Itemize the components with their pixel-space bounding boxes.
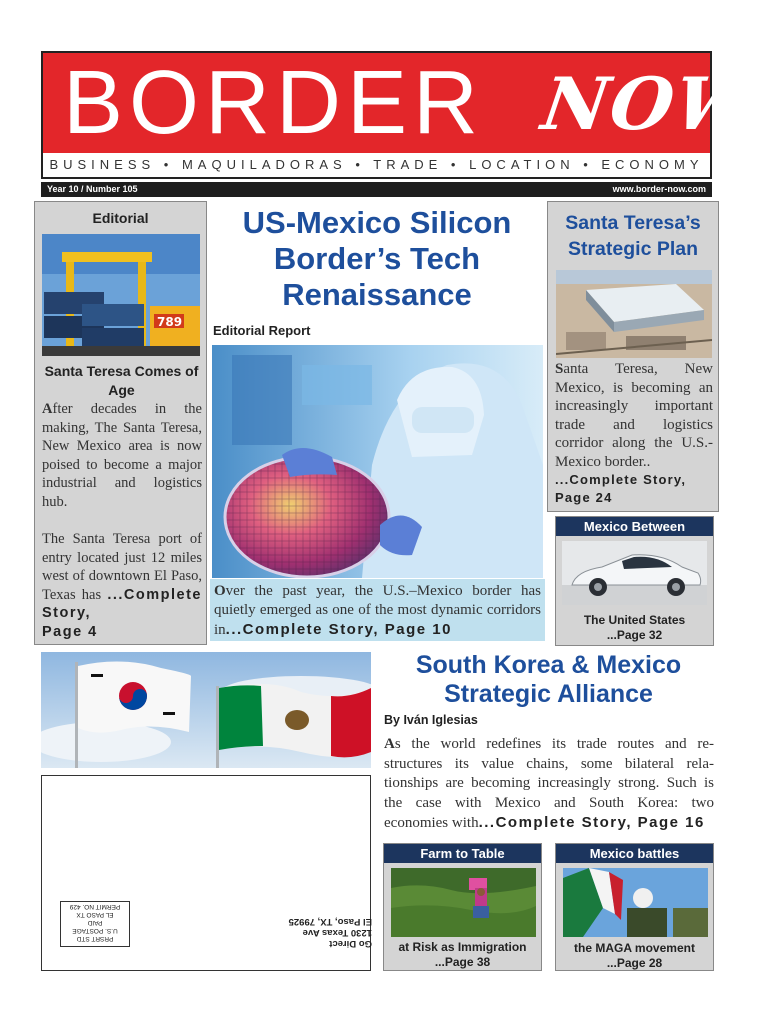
promo-mexico-battles-bar: Mexico battles (556, 844, 713, 863)
feature-teaser (210, 579, 545, 641)
masthead-banner (43, 53, 764, 153)
editorial-lead (42, 400, 202, 511)
promo-mexico-between[interactable] (555, 516, 714, 646)
farmworker-photo (391, 868, 536, 937)
santa-teresa-plan-text (555, 360, 713, 471)
feature-label: Editorial Report (213, 323, 311, 338)
santa-teresa-aerial-photo[interactable] (556, 270, 712, 358)
korea-mexico-flags-photo[interactable] (41, 652, 371, 768)
korea-text: s the world redefines its trade routes and re-structures its value chains, some bilateral rela-tionships are becoming increasingly strong. Such is the case with Mexico and South Korea: two economies with (384, 736, 714, 831)
promo-mexico-between-caption: The United States (583, 613, 686, 627)
brand-name: BORDER (63, 53, 485, 153)
brand-accent: NOW (537, 61, 764, 146)
promo-maga-caption: the MAGA movement (574, 941, 695, 955)
korea-teaser (384, 735, 714, 834)
website-link[interactable]: www.border-now.com (612, 184, 706, 194)
permit-line: EL PASO TX (76, 911, 114, 918)
feature-more-link[interactable]: ...Complete Story, Page 10 (225, 621, 452, 638)
santa-teresa-page-ref[interactable]: Page 24 (555, 490, 613, 505)
address-line-3: El Paso, TX, 79925 (288, 916, 372, 927)
permit-line: PERMIT NO. 429 (69, 903, 121, 910)
permit-line: U.S. POSTAGE (72, 927, 118, 934)
permit-line: PAID (87, 919, 103, 926)
santa-teresa-dropcap: S (555, 361, 564, 377)
korea-more-link[interactable]: ...Complete Story, Page 16 (478, 814, 705, 831)
tagline: BUSINESS • MAQUILADORAS • TRADE • LOCATION • ECONOMY (49, 157, 704, 172)
promo-farm-to-table-bar: Farm to Table (384, 844, 541, 863)
promo-mexico-between-bar: Mexico Between (556, 517, 713, 536)
korea-byline: By Iván Iglesias (384, 713, 478, 727)
editorial-heading: Editorial (92, 210, 149, 226)
promo-maga-page: ...Page 28 (606, 956, 663, 970)
editorial-second-text: The Santa Teresa port of entry located just 12 miles west of downtown El Paso, Texas has (42, 531, 202, 603)
svg-text:789: 789 (157, 315, 183, 329)
promo-farm-page: ...Page 38 (434, 955, 491, 969)
feature-text: ver the past year, the U.S.–Mexico border has quietly emerged as one of the most dynamic corridors in (214, 583, 541, 638)
feature-headline[interactable]: US-Mexico Silicon Border’s Tech Renaissance (242, 205, 512, 312)
car-photo (562, 541, 707, 605)
korea-headline[interactable]: South Korea & Mexico Strategic Alliance (415, 651, 682, 708)
return-address (242, 916, 372, 949)
editorial-dropcap: A (42, 401, 53, 417)
feature-photo-wafer[interactable] (212, 345, 543, 578)
promo-mexico-battles[interactable] (555, 843, 714, 971)
protest-photo (563, 868, 708, 937)
santa-teresa-more (555, 471, 713, 507)
editorial-sidebar (34, 201, 207, 645)
santa-teresa-plan-box (547, 201, 719, 512)
address-line-1: Go Direct (329, 938, 372, 949)
santa-teresa-body: anta Teresa, New Mexico, is becoming an increasingly important trade and logistics corridor along the U.S.-Mexico border.. (555, 361, 713, 470)
feature-dropcap: O (214, 583, 226, 599)
editorial-title: Santa Teresa Comes of Age (44, 363, 199, 398)
editorial-body (42, 530, 202, 641)
address-line-2: 1230 Texas Ave (302, 927, 372, 938)
santa-teresa-plan-headline[interactable]: Santa Teresa’s Strategic Plan (565, 212, 701, 260)
editorial-page-ref[interactable]: Page 4 (42, 623, 98, 640)
korea-dropcap: A (384, 736, 395, 752)
editorial-more-link[interactable]: ...Complete Story, (42, 586, 202, 621)
editorial-lead-text: fter decades in the making, The Santa Teresa, New Mexico area is now poised to become a major industrial and logistics hub. (42, 401, 202, 510)
postage-permit (60, 901, 130, 947)
santa-teresa-more-link[interactable]: ...Complete Story, (555, 472, 687, 487)
issue-bar (41, 182, 712, 197)
promo-farm-caption: at Risk as Immigration (398, 940, 527, 954)
issue-number: Year 10 / Number 105 (47, 184, 138, 194)
editorial-photo-containers[interactable] (42, 234, 200, 356)
promo-mexico-between-page: ...Page 32 (606, 628, 663, 642)
mailing-panel (41, 775, 371, 971)
promo-farm-to-table[interactable] (383, 843, 542, 971)
masthead (41, 51, 764, 179)
permit-line: PRSRT STD (76, 935, 114, 942)
